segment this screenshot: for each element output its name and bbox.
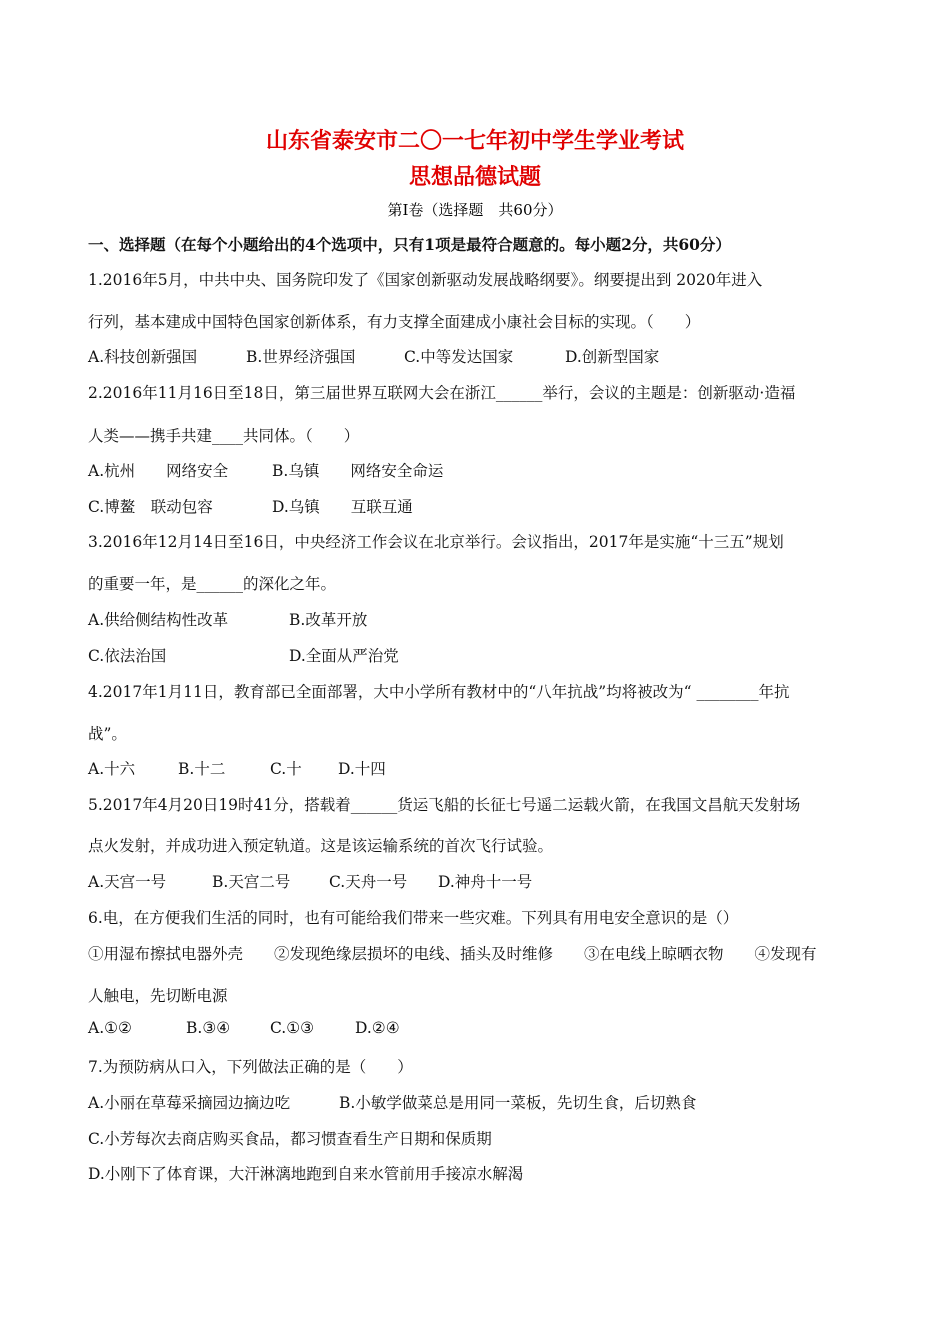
question-5-option-a: A.天宫一号 (88, 873, 167, 891)
question-4-option-b: B.十二 (178, 760, 226, 778)
question-7-option-c: C.小芳每次去商店购买食品，都习惯查看生产日期和保质期 (88, 1130, 492, 1148)
question-3-option-c: C.依法治国 (88, 647, 167, 665)
question-1-option-c: C.中等发达国家 (404, 348, 514, 366)
question-3-stem-line-2: 的重要一年，是______的深化之年。 (88, 575, 337, 593)
question-3-option-b: B.改革开放 (289, 611, 368, 629)
exam-subject-title: 思想品德试题 (408, 164, 541, 190)
question-2-stem-line-1: 2.2016年11月16日至18日，第三届世界互联网大会在浙江______举行，会议的主题是：创新驱动·造福 (88, 384, 796, 402)
question-2-stem-line-2: 人类——携手共建____共同体。（ ） (88, 427, 360, 445)
question-6-stem-line-1: 6.电，在方便我们生活的同时，也有可能给我们带来一些灾难。下列具有用电安全意识的是（） (88, 909, 739, 927)
question-6-stem-line-3: 人触电，先切断电源 (88, 987, 228, 1005)
question-4-stem-line-2: 战”。 (88, 725, 127, 743)
question-1-option-a: A.科技创新强国 (88, 348, 198, 366)
question-2-option-d: D.乌镇 互联互通 (272, 498, 413, 516)
question-4-option-a: A.十六 (88, 760, 136, 778)
question-7-option-d: D.小刚下了体育课，大汗淋漓地跑到自来水管前用手接凉水解渴 (88, 1165, 524, 1183)
question-1-option-b: B.世界经济强国 (246, 348, 356, 366)
question-2-option-c: C.博鳌 联动包容 (88, 498, 213, 516)
question-5-stem-line-2: 点火发射，并成功进入预定轨道。这是该运输系统的首次飞行试验。 (88, 837, 554, 855)
question-6-option-b: B.③④ (186, 1019, 231, 1037)
question-4-option-d: D.十四 (338, 760, 386, 778)
question-7-option-a: A.小丽在草莓采摘园边摘边吃 (88, 1094, 291, 1112)
question-1-stem-line-2: 行列，基本建成中国特色国家创新体系，有力支撑全面建成小康社会目标的实现。（ ） (88, 313, 701, 331)
question-1-option-d: D.创新型国家 (565, 348, 660, 366)
question-1-stem-line-1: 1.2016年5月，中共中央、国务院印发了《国家创新驱动发展战略纲要》。纲要提出到 2020年进入 (88, 271, 763, 289)
question-6-stem-line-2: ①用湿布擦拭电器外壳 ②发现绝缘层损坏的电线、插头及时维修 ③在电线上晾晒衣物 ④发现有 (88, 945, 817, 963)
question-3-stem-line-1: 3.2016年12月14日至16日，中央经济工作会议在北京举行。会议指出，2017年是实施“十三五”规划 (88, 533, 784, 551)
question-7-option-b: B.小敏学做菜总是用同一菜板，先切生食，后切熟食 (339, 1094, 697, 1112)
instructions: 一、选择题（在每个小题给出的4个选项中，只有1项是最符合题意的。每小题2分，共60分） (88, 235, 731, 254)
question-7-stem-line-1: 7.为预防病从口入，下列做法正确的是（ ） (88, 1058, 413, 1076)
question-5-option-d: D.神舟十一号 (438, 873, 533, 891)
question-2-option-a: A.杭州 网络安全 (88, 462, 229, 480)
exam-title: 山东省泰安市二〇一七年初中学生学业考试 (265, 128, 684, 154)
question-5-stem-line-1: 5.2017年4月20日19时41分，搭载着______货运飞船的长征七号遥二运载火箭，在我国文昌航天发射场 (88, 796, 801, 814)
question-3-option-d: D.全面从严治党 (289, 647, 399, 665)
question-4-option-c: C.十 (270, 760, 302, 778)
question-2-option-b: B.乌镇 网络安全命运 (272, 462, 444, 480)
question-5-option-b: B.天宫二号 (212, 873, 291, 891)
question-6-option-d: D.②④ (355, 1019, 400, 1037)
section-title: 第Ⅰ卷（选择题 共60分） (387, 201, 563, 219)
question-6-option-a: A.①② (88, 1019, 132, 1037)
question-3-option-a: A.供给侧结构性改革 (88, 611, 229, 629)
question-6-option-c: C.①③ (270, 1019, 315, 1037)
question-5-option-c: C.天舟一号 (329, 873, 408, 891)
question-4-stem-line-1: 4.2017年1月11日，教育部已全面部署，大中小学所有教材中的“八年抗战”均将被改为“ ________年抗 (88, 683, 790, 701)
